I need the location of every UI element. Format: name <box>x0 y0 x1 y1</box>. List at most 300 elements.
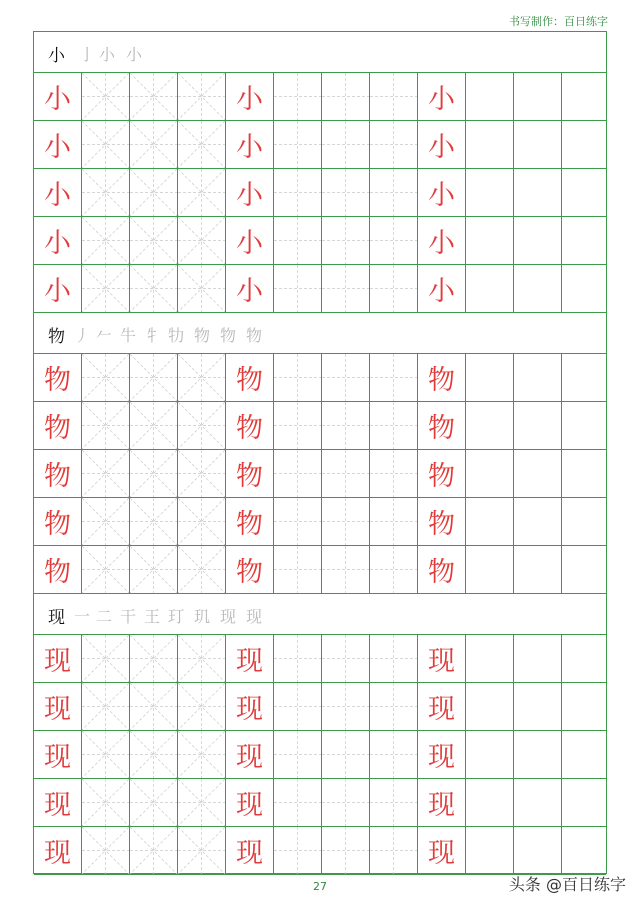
practice-cell[interactable] <box>370 217 418 264</box>
practice-cell[interactable] <box>178 121 226 168</box>
practice-cell[interactable] <box>130 354 178 401</box>
practice-cell[interactable] <box>514 779 562 826</box>
model-character: 物 <box>428 365 455 396</box>
practice-cell[interactable] <box>274 402 322 449</box>
practice-cell[interactable] <box>34 498 82 545</box>
cell-guide-lines <box>178 683 225 730</box>
practice-cell[interactable] <box>466 450 514 497</box>
practice-cell[interactable] <box>370 354 418 401</box>
practice-cell[interactable] <box>226 683 274 730</box>
cell-guide-lines <box>322 265 369 312</box>
practice-row <box>34 354 606 402</box>
practice-cell[interactable] <box>34 731 82 778</box>
practice-cell[interactable] <box>130 121 178 168</box>
practice-cell[interactable] <box>370 635 418 682</box>
practice-cell[interactable] <box>514 169 562 216</box>
model-character: 现 <box>44 646 71 677</box>
model-character: 现 <box>236 694 263 725</box>
cell-guide-lines <box>370 635 417 682</box>
stroke-order-step: 亅 <box>79 45 96 64</box>
practice-cell[interactable] <box>274 683 322 730</box>
practice-cell[interactable] <box>274 265 322 312</box>
model-character: 小 <box>236 84 263 115</box>
practice-cell[interactable] <box>562 635 607 682</box>
stroke-order-step: 干 <box>120 607 137 626</box>
practice-cell[interactable] <box>370 546 418 593</box>
cell-guide-lines <box>178 779 225 826</box>
practice-cell[interactable] <box>178 265 226 312</box>
demo-character: 小 <box>48 46 65 66</box>
practice-cell[interactable] <box>466 402 514 449</box>
model-character: 小 <box>428 180 455 211</box>
cell-guide-lines <box>82 827 129 874</box>
practice-cell[interactable] <box>130 779 178 826</box>
practice-cell[interactable] <box>418 121 466 168</box>
practice-cell[interactable] <box>82 779 130 826</box>
practice-cell[interactable] <box>274 827 322 874</box>
practice-cell[interactable] <box>226 546 274 593</box>
practice-cell[interactable] <box>418 779 466 826</box>
practice-cell[interactable] <box>130 827 178 874</box>
model-character: 物 <box>428 557 455 588</box>
practice-cell[interactable] <box>418 827 466 874</box>
practice-cell[interactable] <box>562 827 607 874</box>
cell-guide-lines <box>322 731 369 778</box>
cell-guide-lines <box>274 498 321 545</box>
model-character: 物 <box>428 509 455 540</box>
cell-guide-lines <box>130 402 177 449</box>
practice-cell[interactable] <box>178 169 226 216</box>
practice-cell[interactable] <box>82 546 130 593</box>
model-character: 小 <box>236 276 263 307</box>
practice-cell[interactable] <box>514 121 562 168</box>
stroke-order-step: 物 <box>220 326 237 345</box>
demo-character: 现 <box>48 608 65 628</box>
practice-cell[interactable] <box>418 73 466 120</box>
practice-cell[interactable] <box>418 450 466 497</box>
practice-cell[interactable] <box>418 498 466 545</box>
practice-cell[interactable] <box>274 779 322 826</box>
practice-cell[interactable] <box>562 683 607 730</box>
cell-guide-lines <box>370 169 417 216</box>
practice-cell[interactable] <box>226 450 274 497</box>
practice-cell[interactable] <box>226 498 274 545</box>
cell-guide-lines <box>82 169 129 216</box>
cell-guide-lines <box>274 779 321 826</box>
practice-cell[interactable] <box>418 217 466 264</box>
practice-cell[interactable] <box>562 546 607 593</box>
model-character: 小 <box>44 276 71 307</box>
practice-cell[interactable] <box>562 402 607 449</box>
practice-cell[interactable] <box>418 402 466 449</box>
practice-cell[interactable] <box>34 402 82 449</box>
practice-cell[interactable] <box>370 169 418 216</box>
practice-cell[interactable] <box>226 731 274 778</box>
practice-cell[interactable] <box>226 635 274 682</box>
practice-row <box>34 731 606 779</box>
cell-guide-lines <box>274 683 321 730</box>
practice-cell[interactable] <box>322 546 370 593</box>
practice-cell[interactable] <box>370 731 418 778</box>
practice-cell[interactable] <box>82 73 130 120</box>
practice-cell[interactable] <box>562 73 607 120</box>
practice-cell[interactable] <box>274 498 322 545</box>
practice-cell[interactable] <box>178 635 226 682</box>
cell-guide-lines <box>130 498 177 545</box>
practice-cell[interactable] <box>562 354 607 401</box>
practice-cell[interactable] <box>322 827 370 874</box>
practice-cell[interactable] <box>178 498 226 545</box>
cell-guide-lines <box>322 169 369 216</box>
practice-row <box>34 121 606 169</box>
practice-cell[interactable] <box>562 450 607 497</box>
practice-cell[interactable] <box>322 265 370 312</box>
stroke-order-step: 小 <box>99 45 116 64</box>
model-character: 小 <box>44 228 71 259</box>
practice-cell[interactable] <box>322 450 370 497</box>
practice-cell[interactable] <box>562 731 607 778</box>
practice-cell[interactable] <box>178 217 226 264</box>
practice-cell[interactable] <box>34 779 82 826</box>
practice-cell[interactable] <box>562 265 607 312</box>
cell-guide-lines <box>274 265 321 312</box>
practice-cell[interactable] <box>274 450 322 497</box>
practice-cell[interactable] <box>466 354 514 401</box>
model-character: 现 <box>236 838 263 869</box>
cell-guide-lines <box>82 635 129 682</box>
practice-cell[interactable] <box>226 827 274 874</box>
cell-guide-lines <box>274 73 321 120</box>
practice-cell[interactable] <box>82 827 130 874</box>
practice-cell[interactable] <box>34 217 82 264</box>
practice-cell[interactable] <box>274 546 322 593</box>
practice-cell[interactable] <box>514 546 562 593</box>
cell-guide-lines <box>178 498 225 545</box>
practice-cell[interactable] <box>34 450 82 497</box>
cell-guide-lines <box>322 546 369 593</box>
cell-guide-lines <box>322 121 369 168</box>
cell-guide-lines <box>274 635 321 682</box>
model-character: 现 <box>428 742 455 773</box>
cell-guide-lines <box>82 498 129 545</box>
practice-cell[interactable] <box>322 779 370 826</box>
model-character: 物 <box>44 509 71 540</box>
practice-cell[interactable] <box>466 546 514 593</box>
practice-cell[interactable] <box>418 731 466 778</box>
practice-cell[interactable] <box>466 265 514 312</box>
cell-guide-lines <box>82 265 129 312</box>
stroke-order-step: 牜 <box>144 326 161 345</box>
practice-cell[interactable] <box>226 402 274 449</box>
practice-cell[interactable] <box>370 779 418 826</box>
practice-cell[interactable] <box>322 121 370 168</box>
practice-cell[interactable] <box>82 217 130 264</box>
practice-cell[interactable] <box>514 731 562 778</box>
practice-cell[interactable] <box>418 265 466 312</box>
practice-cell[interactable] <box>34 73 82 120</box>
model-character: 小 <box>236 180 263 211</box>
practice-cell[interactable] <box>274 354 322 401</box>
stroke-order-step: 王 <box>144 607 161 626</box>
practice-cell[interactable] <box>34 169 82 216</box>
practice-cell[interactable] <box>178 731 226 778</box>
practice-cell[interactable] <box>178 450 226 497</box>
header-credit: 书写制作：百日练字 <box>509 15 608 28</box>
cell-guide-lines <box>274 354 321 401</box>
practice-cell[interactable] <box>178 683 226 730</box>
practice-cell[interactable] <box>274 217 322 264</box>
practice-row <box>34 779 606 827</box>
model-character: 现 <box>428 790 455 821</box>
practice-cell[interactable] <box>514 683 562 730</box>
cell-guide-lines <box>322 217 369 264</box>
practice-cell[interactable] <box>466 169 514 216</box>
practice-cell[interactable] <box>466 731 514 778</box>
practice-cell[interactable] <box>466 498 514 545</box>
practice-cell[interactable] <box>322 731 370 778</box>
practice-cell[interactable] <box>82 635 130 682</box>
demo-character: 物 <box>48 327 65 347</box>
practice-cell[interactable] <box>34 265 82 312</box>
practice-cell[interactable] <box>178 354 226 401</box>
practice-cell[interactable] <box>226 121 274 168</box>
practice-cell[interactable] <box>370 683 418 730</box>
cell-guide-lines <box>274 402 321 449</box>
practice-cell[interactable] <box>322 217 370 264</box>
cell-guide-lines <box>274 546 321 593</box>
practice-cell[interactable] <box>274 169 322 216</box>
model-character: 现 <box>428 694 455 725</box>
practice-cell[interactable] <box>322 73 370 120</box>
model-character: 小 <box>428 84 455 115</box>
page-number: 27 <box>313 880 327 893</box>
practice-cell[interactable] <box>82 169 130 216</box>
cell-guide-lines <box>178 354 225 401</box>
practice-cell[interactable] <box>226 779 274 826</box>
practice-cell[interactable] <box>514 450 562 497</box>
practice-cell[interactable] <box>34 121 82 168</box>
stroke-order-step: 牛 <box>120 326 137 345</box>
practice-cell[interactable] <box>466 683 514 730</box>
practice-cell[interactable] <box>562 779 607 826</box>
practice-cell[interactable] <box>562 498 607 545</box>
practice-cell[interactable] <box>82 402 130 449</box>
stroke-order-step: 丿 <box>74 326 91 345</box>
model-character: 小 <box>428 276 455 307</box>
practice-cell[interactable] <box>514 354 562 401</box>
cell-guide-lines <box>370 402 417 449</box>
practice-cell[interactable] <box>418 169 466 216</box>
model-character: 现 <box>428 646 455 677</box>
practice-cell[interactable] <box>82 731 130 778</box>
practice-cell[interactable] <box>466 827 514 874</box>
model-character: 小 <box>44 84 71 115</box>
practice-cell[interactable] <box>178 402 226 449</box>
practice-row <box>34 498 606 546</box>
cell-guide-lines <box>370 498 417 545</box>
practice-cell[interactable] <box>130 498 178 545</box>
practice-cell[interactable] <box>274 73 322 120</box>
practice-cell[interactable] <box>514 265 562 312</box>
practice-cell[interactable] <box>82 450 130 497</box>
cell-guide-lines <box>130 169 177 216</box>
cell-guide-lines <box>370 265 417 312</box>
stroke-order-step: 现 <box>246 607 263 626</box>
section-header <box>34 594 606 635</box>
practice-cell[interactable] <box>130 217 178 264</box>
practice-cell[interactable] <box>34 827 82 874</box>
cell-guide-lines <box>178 265 225 312</box>
stroke-order-step: 小 <box>126 45 143 64</box>
model-character: 现 <box>44 838 71 869</box>
practice-cell[interactable] <box>514 217 562 264</box>
practice-row <box>34 546 606 594</box>
cell-guide-lines <box>130 635 177 682</box>
model-character: 物 <box>44 557 71 588</box>
practice-cell[interactable] <box>514 498 562 545</box>
practice-cell[interactable] <box>418 546 466 593</box>
practice-cell[interactable] <box>178 73 226 120</box>
cell-guide-lines <box>130 827 177 874</box>
practice-cell[interactable] <box>226 73 274 120</box>
practice-cell[interactable] <box>466 73 514 120</box>
practice-cell[interactable] <box>562 121 607 168</box>
model-character: 物 <box>428 461 455 492</box>
practice-row <box>34 73 606 121</box>
practice-cell[interactable] <box>514 827 562 874</box>
stroke-order-step: 玑 <box>194 607 211 626</box>
practice-cell[interactable] <box>466 217 514 264</box>
model-character: 现 <box>236 742 263 773</box>
practice-cell[interactable] <box>82 354 130 401</box>
stroke-order-step: 现 <box>220 607 237 626</box>
cell-guide-lines <box>178 402 225 449</box>
practice-cell[interactable] <box>370 73 418 120</box>
cell-guide-lines <box>322 635 369 682</box>
practice-cell[interactable] <box>130 635 178 682</box>
cell-guide-lines <box>322 779 369 826</box>
cell-guide-lines <box>322 402 369 449</box>
model-character: 小 <box>428 132 455 163</box>
cell-guide-lines <box>178 121 225 168</box>
practice-cell[interactable] <box>274 121 322 168</box>
practice-cell[interactable] <box>178 827 226 874</box>
cell-guide-lines <box>130 731 177 778</box>
practice-cell[interactable] <box>130 402 178 449</box>
practice-cell[interactable] <box>82 683 130 730</box>
practice-cell[interactable] <box>130 265 178 312</box>
cell-guide-lines <box>130 546 177 593</box>
cell-guide-lines <box>82 402 129 449</box>
practice-cell[interactable] <box>418 354 466 401</box>
practice-cell[interactable] <box>514 402 562 449</box>
practice-cell[interactable] <box>418 635 466 682</box>
practice-cell[interactable] <box>466 121 514 168</box>
practice-cell[interactable] <box>178 546 226 593</box>
practice-cell[interactable] <box>322 498 370 545</box>
practice-cell[interactable] <box>370 121 418 168</box>
practice-cell[interactable] <box>514 635 562 682</box>
cell-guide-lines <box>130 265 177 312</box>
practice-cell[interactable] <box>178 779 226 826</box>
stroke-order-step: 物 <box>246 326 263 345</box>
practice-cell[interactable] <box>82 265 130 312</box>
practice-cell[interactable] <box>130 169 178 216</box>
practice-cell[interactable] <box>562 217 607 264</box>
practice-cell[interactable] <box>82 498 130 545</box>
practice-cell[interactable] <box>34 635 82 682</box>
practice-cell[interactable] <box>34 354 82 401</box>
practice-cell[interactable] <box>370 498 418 545</box>
practice-cell[interactable] <box>322 402 370 449</box>
practice-row <box>34 450 606 498</box>
practice-row <box>34 265 606 313</box>
cell-guide-lines <box>130 779 177 826</box>
practice-cell[interactable] <box>370 265 418 312</box>
practice-cell[interactable] <box>226 354 274 401</box>
model-character: 现 <box>44 742 71 773</box>
cell-guide-lines <box>130 217 177 264</box>
practice-cell[interactable] <box>322 683 370 730</box>
practice-cell[interactable] <box>466 635 514 682</box>
practice-cell[interactable] <box>130 450 178 497</box>
cell-guide-lines <box>274 827 321 874</box>
practice-cell[interactable] <box>322 169 370 216</box>
practice-cell[interactable] <box>274 635 322 682</box>
cell-guide-lines <box>82 73 129 120</box>
practice-cell[interactable] <box>226 265 274 312</box>
cell-guide-lines <box>274 169 321 216</box>
practice-cell[interactable] <box>370 827 418 874</box>
cell-guide-lines <box>274 121 321 168</box>
practice-cell[interactable] <box>34 683 82 730</box>
practice-row <box>34 169 606 217</box>
practice-cell[interactable] <box>274 731 322 778</box>
cell-guide-lines <box>370 450 417 497</box>
model-character: 现 <box>428 838 455 869</box>
practice-cell[interactable] <box>82 121 130 168</box>
practice-cell[interactable] <box>322 354 370 401</box>
cell-guide-lines <box>274 731 321 778</box>
practice-cell[interactable] <box>34 546 82 593</box>
section-header <box>34 32 606 73</box>
section-header <box>34 313 606 354</box>
practice-cell[interactable] <box>370 450 418 497</box>
practice-cell[interactable] <box>514 73 562 120</box>
stroke-order-step: 玎 <box>168 607 185 626</box>
stroke-order-step: 𠂉 <box>96 326 113 345</box>
practice-cell[interactable] <box>130 546 178 593</box>
practice-cell[interactable] <box>226 217 274 264</box>
cell-guide-lines <box>82 731 129 778</box>
practice-cell[interactable] <box>130 73 178 120</box>
cell-guide-lines <box>82 683 129 730</box>
practice-cell[interactable] <box>322 635 370 682</box>
model-character: 现 <box>236 646 263 677</box>
practice-sheet <box>33 31 607 874</box>
practice-cell[interactable] <box>130 731 178 778</box>
practice-cell[interactable] <box>370 402 418 449</box>
stroke-order-step: 一 <box>74 607 91 626</box>
cell-guide-lines <box>82 354 129 401</box>
cell-guide-lines <box>82 546 129 593</box>
practice-cell[interactable] <box>130 683 178 730</box>
cell-guide-lines <box>370 121 417 168</box>
practice-cell[interactable] <box>226 169 274 216</box>
practice-cell[interactable] <box>418 683 466 730</box>
practice-cell[interactable] <box>562 169 607 216</box>
practice-cell[interactable] <box>466 779 514 826</box>
